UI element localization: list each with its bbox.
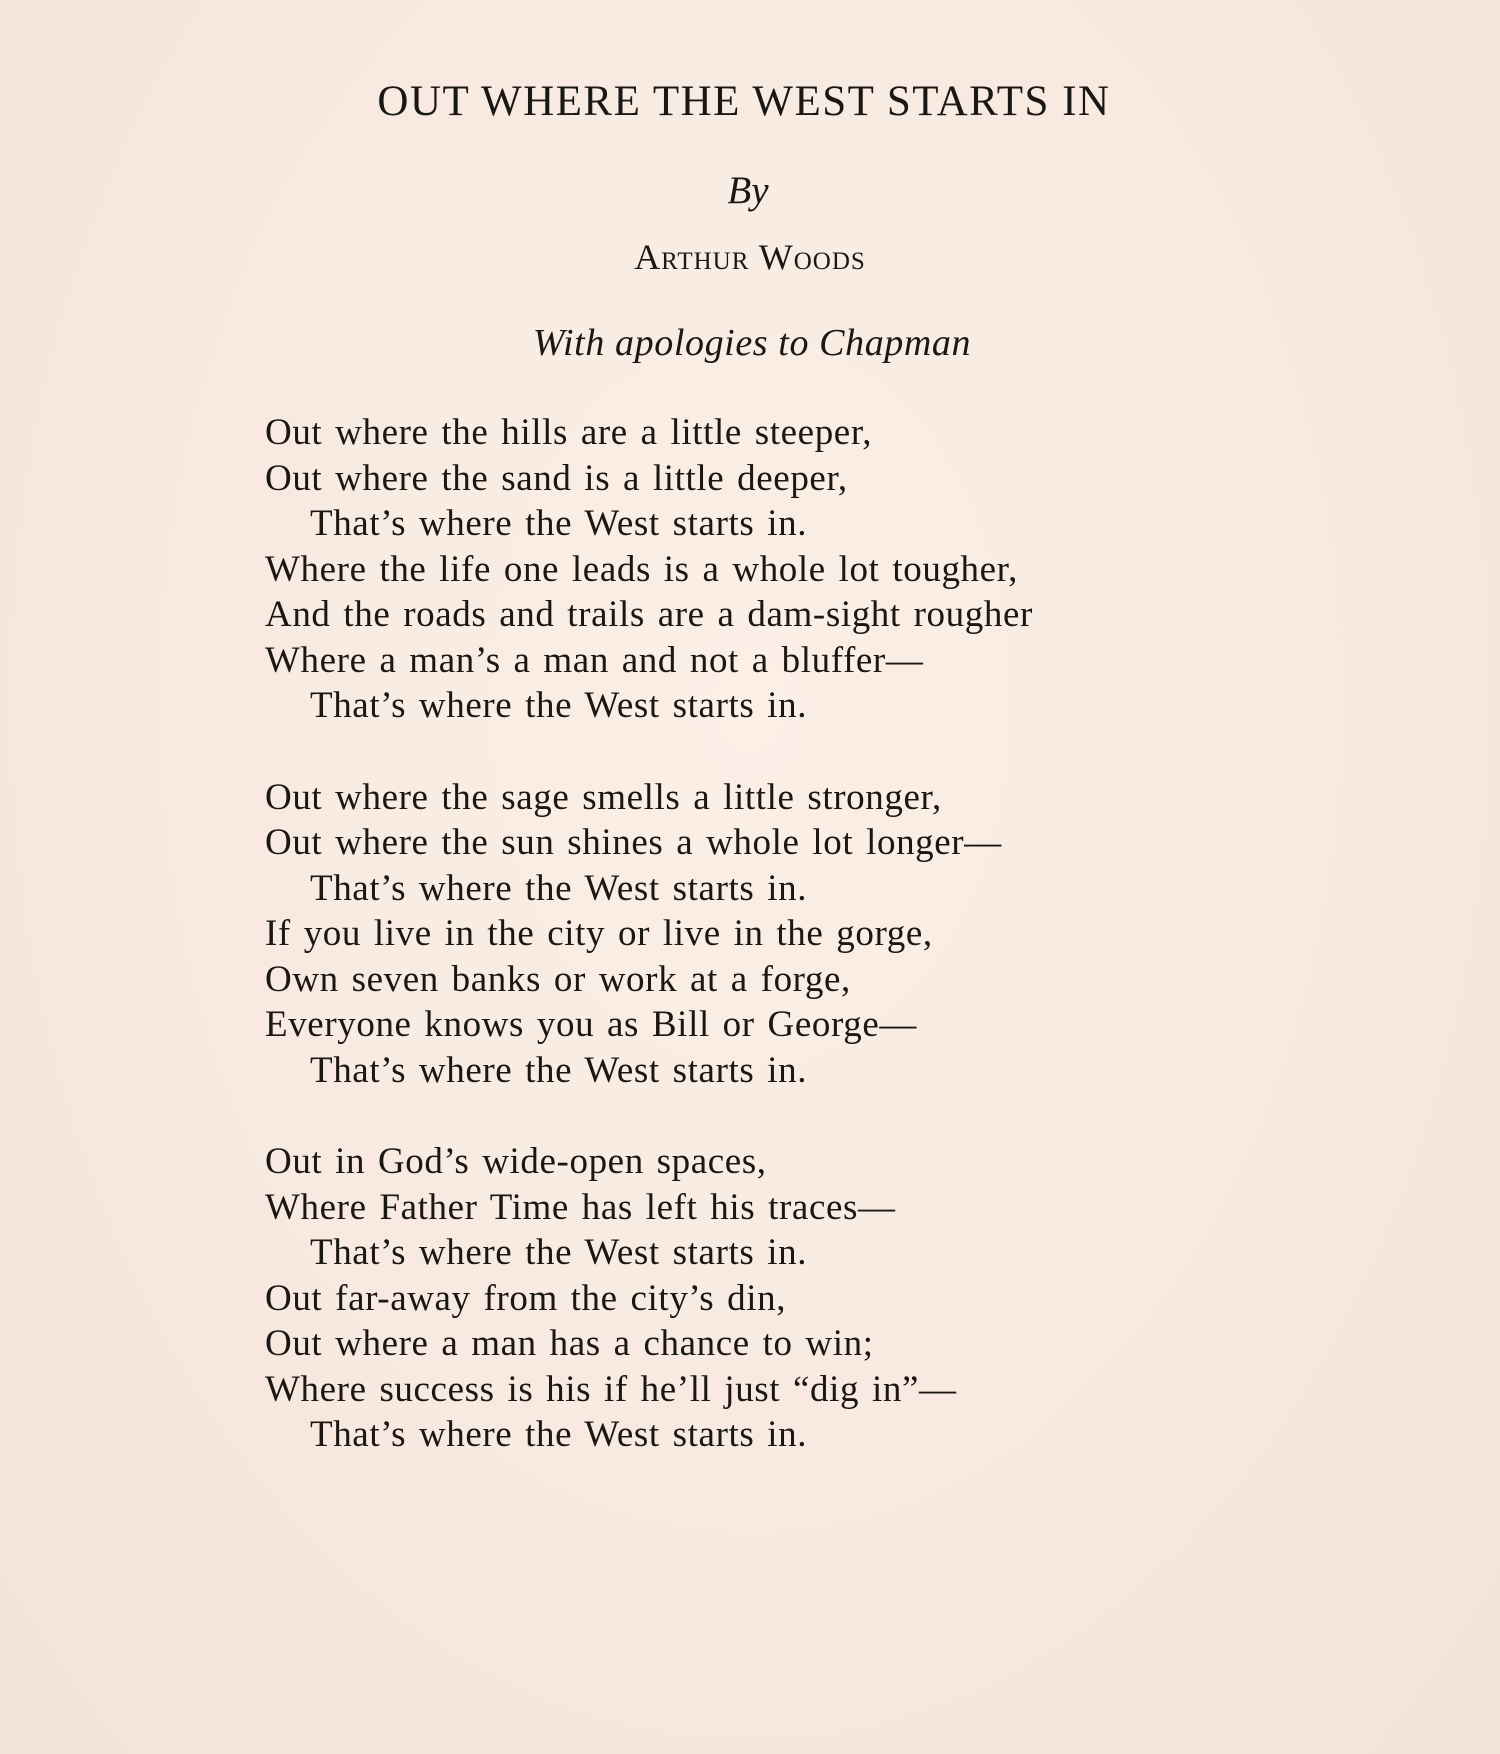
author-name: Arthur Woods (634, 237, 866, 277)
refrain-line: That’s where the West starts in. (310, 503, 808, 544)
refrain-line: That’s where the West starts in. (310, 867, 808, 909)
poem-line: Out far-away from the city’s din, (265, 1277, 787, 1319)
poem-line: Out where the sun shines a whole lot longer— (265, 822, 1002, 863)
stanza-2 (265, 775, 1465, 1094)
dedication: With apologies to Chapman (532, 322, 972, 364)
refrain-line: That’s where the West starts in. (310, 1414, 808, 1455)
poem-line: Where Father Time has left his traces— (265, 1186, 896, 1228)
poem-line: Out where the sage smells a little stronger, (265, 776, 942, 818)
byline-by: By (727, 169, 769, 212)
poem-line: Out where a man has a chance to win; (265, 1323, 874, 1364)
refrain-line: That’s where the West starts in. (310, 1232, 808, 1273)
poem-line: Out in God’s wide-open spaces, (265, 1141, 767, 1182)
poem-line: Own seven banks or work at a forge, (265, 958, 851, 1000)
poem-body (265, 410, 1465, 1504)
poem-line: And the roads and trails are a dam-sight rougher (265, 594, 1033, 635)
poem-line: If you live in the city or live in the gorge, (265, 913, 933, 954)
poem-line: Where the life one leads is a whole lot tougher, (265, 548, 1018, 590)
stanza-1 (265, 410, 1465, 729)
poem-line: Everyone knows you as Bill or George— (265, 1004, 917, 1045)
refrain-line: That’s where the West starts in. (310, 1049, 808, 1091)
poem-line: Out where the sand is a little deeper, (265, 457, 848, 499)
refrain-line: That’s where the West starts in. (310, 685, 808, 726)
poem-title: OUT WHERE THE WEST STARTS IN (377, 78, 1111, 125)
poem-line: Where a man’s a man and not a bluffer— (265, 639, 924, 681)
poem-line: Out where the hills are a little steeper, (265, 412, 873, 453)
stanza-3 (265, 1139, 1465, 1458)
poem-line: Where success is his if he’ll just “dig in”— (265, 1368, 957, 1410)
